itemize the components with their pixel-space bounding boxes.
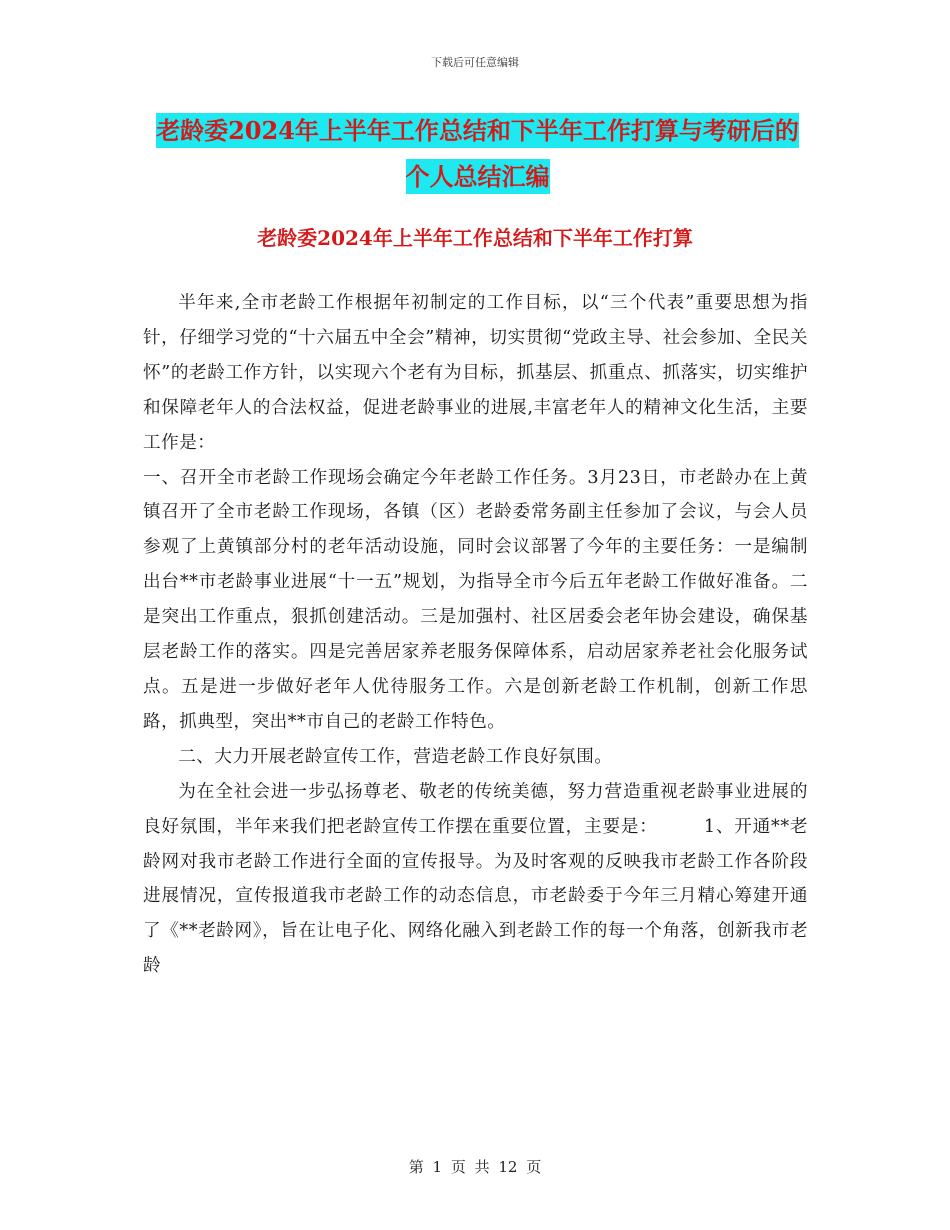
page-number: 第 1 页 共 12 页 — [408, 1158, 542, 1176]
main-title-text: 老龄委2024年上半年工作总结和下半年工作打算与考研后的个人总结汇编 — [156, 113, 799, 194]
paragraph-publicity: 为在全社会进一步弘扬尊老、敬老的传统美德，努力营造重视老龄事业进展的良好氛围，半年来我们把老龄宣传工作摆在重要位置，主要是： 1、开通**老龄网对我市老龄工作进行全面的宣传报导。为及时客观的反映我市老龄工作各阶段进展情况，宣传报道我市老龄工作的动态信息，市老龄委于今年三月精心筹建开通了《**老龄网》，旨在让电子化、网络化融入到老龄工作的每一个角落，创新我市老龄 — [143, 781, 808, 977]
paragraph-intro: 半年来,全市老龄工作根据年初制定的工作目标，以“三个代表”重要思想为指针，仔细学习党的“十六届五中全会”精神，切实贯彻“党政主导、社会参加、全民关怀”的老龄工作方针，以实现六个老有为目标，抓基层、抓重点、抓落实，切实维护和保障老年人的合法权益，促进老龄事业的进展,丰富老年人的精神文化生活，主要工作是： — [143, 293, 808, 453]
document-main-title — [145, 108, 810, 200]
paragraph-item-1: 一、召开全市老龄工作现场会确定今年老龄工作任务。3月23日，市老龄办在上黄镇召开了全市老龄工作现场，各镇（区）老龄委常务副主任参加了会议，与会人员参观了上黄镇部分村的老年活动设施，同时会议部署了今年的主要任务：一是编制出台**市老龄事业进展“十一五”规划，为指导全市今后五年老龄工作做好准备。二是突出工作重点，狠抓创建活动。三是加强村、社区居委会老年协会建设，确保基层老龄工作的落实。四是完善居家养老服务保障体系，启动居家养老社会化服务试点。五是进一步做好老年人优待服务工作。六是创新老龄工作机制，创新工作思路，抓典型，突出**市自己的老龄工作特色。 — [143, 467, 808, 732]
paragraph-item-2-heading: 二、大力开展老龄宣传工作，营造老龄工作良好氛围。 — [178, 746, 613, 767]
document-body — [143, 286, 808, 984]
section-title: 老龄委2024年上半年工作总结和下半年工作打算 — [257, 226, 693, 250]
page-header-note: 下载后可任意编辑 — [431, 56, 519, 69]
